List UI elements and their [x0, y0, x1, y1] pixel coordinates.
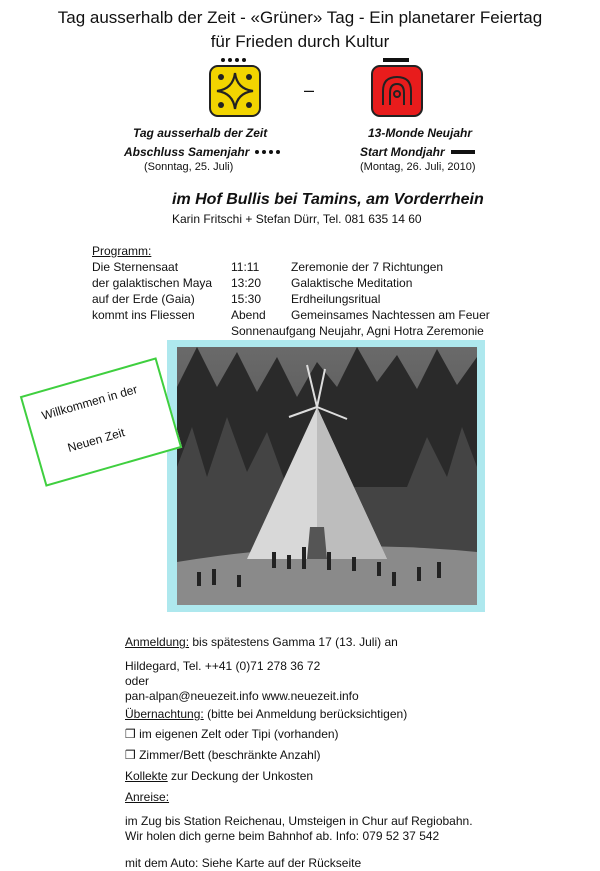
travel-train-2: Wir holen dich gerne beim Bahnhof ab. Info: 079 52 37 542: [125, 829, 440, 843]
collection-text: zur Deckung der Unkosten: [167, 769, 314, 783]
red-moon-glyph-icon: [371, 58, 423, 117]
left-caption-date: (Sonntag, 25. Juli): [144, 161, 234, 173]
collection-label: Kollekte: [125, 769, 168, 783]
program-row-left: Die Sternensaat: [92, 260, 179, 274]
program-row-left: auf der Erde (Gaia): [92, 292, 195, 306]
program-row-left: der galaktischen Maya: [92, 276, 213, 290]
program-row: [92, 259, 512, 275]
program-row-event: Zeremonie der 7 Richtungen: [291, 260, 444, 274]
program-heading: Programm:: [92, 244, 152, 258]
welcome-box: [20, 357, 182, 486]
welcome-line-2: Neuen Zeit: [65, 425, 127, 455]
program-row-time: Abend: [231, 308, 266, 322]
left-caption-year: Abschluss Samenjahr: [124, 145, 250, 159]
registration-line: [125, 635, 585, 650]
program-row-event: Galaktische Meditation: [291, 276, 413, 290]
info-section: [125, 635, 585, 871]
left-caption-line-1: Tag ausserhalb der Zeit: [133, 126, 268, 140]
welcome-line-1: Willkommen in der: [40, 382, 139, 423]
registration-text: bis spätestens Gamma 17 (13. Juli) an: [189, 635, 398, 649]
seed-dots: [221, 58, 261, 62]
glyph-separator: –: [304, 80, 315, 100]
program-row: [92, 291, 512, 307]
overnight-label: Übernachtung:: [125, 707, 204, 721]
left-caption-line-2: [124, 145, 280, 159]
overnight-line: [125, 707, 585, 722]
collection-line: [125, 769, 585, 784]
travel-car: mit dem Auto: Siehe Karte auf der Rückseite: [125, 856, 362, 870]
program-row-event: Erdheilungsritual: [291, 292, 381, 306]
right-caption-line-1: 13-Monde Neujahr: [368, 126, 473, 140]
right-caption-line-2: [360, 145, 475, 159]
registration-contact-2: pan-alpan@neuezeit.info www.neuezeit.info: [125, 689, 359, 703]
overnight-option-room: ❒ Zimmer/Bett (beschränkte Anzahl): [125, 748, 321, 762]
travel-train-1: im Zug bis Station Reichenau, Umsteigen in Chur auf Regiobahn.: [125, 814, 473, 828]
right-caption-date: (Montag, 26. Juli, 2010): [360, 161, 476, 173]
program-table: [92, 259, 512, 339]
title-line-1: Tag ausserhalb der Zeit - «Grüner» Tag - Ein planetarer Feiertag: [57, 8, 543, 27]
program-row-event: Gemeinsames Nachtessen am Feuer: [291, 308, 490, 322]
program-row: [92, 275, 512, 291]
program-row: [92, 307, 512, 323]
right-caption-year: Start Mondjahr: [360, 145, 445, 159]
moon-bar: [383, 58, 409, 62]
seed-glyph-body: [209, 65, 261, 117]
venue-heading: im Hof Bullis bei Tamins, am Vorderrhein: [172, 191, 484, 208]
overnight-text: (bitte bei Anmeldung berücksichtigen): [203, 707, 408, 721]
registration-label: Anmeldung:: [125, 635, 190, 649]
program-extra: Sonnenaufgang Neujahr, Agni Hotra Zeremonie: [231, 324, 484, 338]
program-row-time: 11:11: [231, 260, 260, 274]
program-row-left: kommt ins Fliessen: [92, 308, 195, 322]
registration-or: oder: [125, 674, 150, 688]
registration-contact-1: Hildegard, Tel. ++41 (0)71 278 36 72: [125, 659, 321, 673]
travel-label: Anreise:: [125, 790, 170, 804]
title-line-2: für Frieden durch Kultur: [210, 32, 390, 51]
overnight-option-tent: ❒ im eigenen Zelt oder Tipi (vorhanden): [125, 727, 339, 741]
venue-contact: Karin Fritschi + Stefan Dürr, Tel. 081 635 14 60: [172, 212, 422, 226]
yellow-seed-glyph-icon: [209, 58, 261, 117]
page-title: [0, 6, 600, 54]
moon-bar-small: [451, 150, 475, 154]
program-row-time: 15:30: [231, 292, 262, 306]
seed-dots-small: [255, 150, 280, 154]
tipi-photo: [177, 347, 477, 605]
program-row-time: 13:20: [231, 276, 262, 290]
moon-glyph-body: [371, 65, 423, 117]
